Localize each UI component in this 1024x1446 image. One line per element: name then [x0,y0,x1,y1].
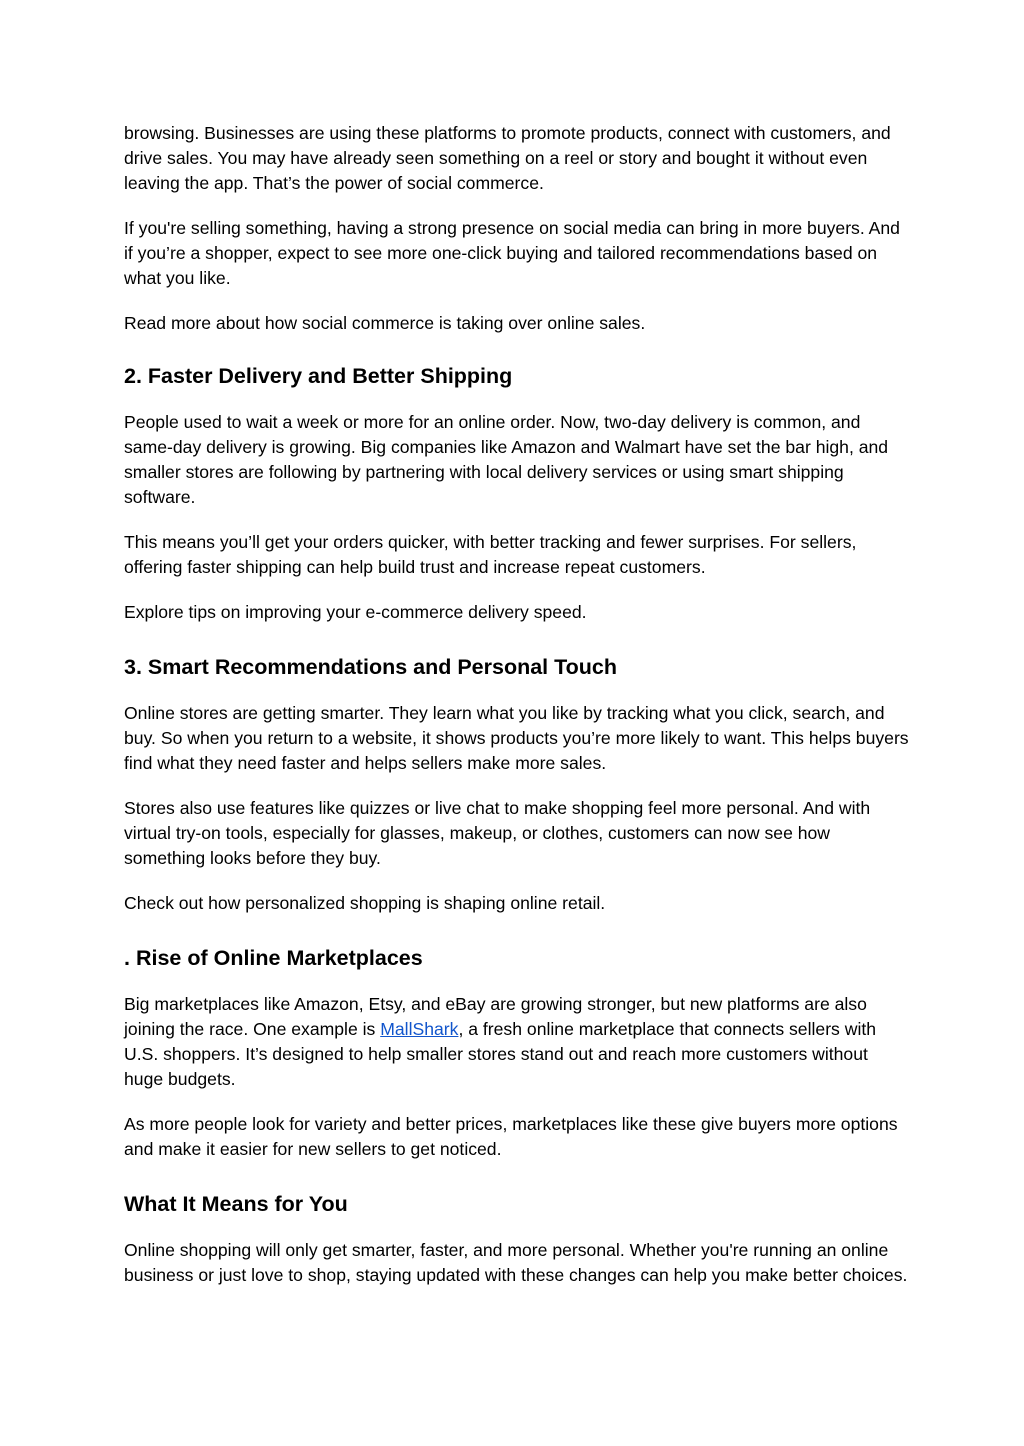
heading-smart-recommendations: 3. Smart Recommendations and Personal Touch [124,655,618,679]
paragraph-conclusion: Online shopping will only get smarter, faster, and more personal. Whether you're running an online business or just love to shop, staying updated with these changes can help you make better choices. [124,1240,908,1285]
document-page [124,121,909,1308]
paragraph-marketplaces-variety: As more people look for variety and better prices, marketplaces like these give buyers more options and make it easier for new sellers to get noticed. [124,1114,898,1159]
paragraph-delivery-speed: People used to wait a week or more for an online order. Now, two-day delivery is common, and same-day delivery is growing. Big companies like Amazon and Walmart have set the bar high, and smaller stores are following by partnering with local delivery services or using smart shipping software. [124,412,889,507]
paragraph-recommendations-check-out: Check out how personalized shopping is shaping online retail. [124,893,606,913]
paragraph-delivery-explore: Explore tips on improving your e-commerce delivery speed. [124,602,587,622]
paragraph-text-before-link: Big marketplaces like Amazon, Etsy, and eBay are growing stronger, but new platforms are also joining the race. One example is [124,994,867,1039]
heading-what-it-means: What It Means for You [124,1192,348,1216]
paragraph-social-commerce-read-more: Read more about how social commerce is taking over online sales. [124,313,646,333]
paragraph-recommendations-personal: Stores also use features like quizzes or live chat to make shopping feel more personal. And with virtual try-on tools, especially for glasses, makeup, or clothes, customers can now see how something looks before they buy. [124,798,871,868]
mallshark-link[interactable]: MallShark [380,1019,459,1039]
paragraph-social-commerce-presence: If you're selling something, having a strong presence on social media can bring in more buyers. And if you’re a shopper, expect to see more one-click buying and tailored recommendations based on what you like. [124,218,900,288]
paragraph-delivery-benefits: This means you’ll get your orders quicker, with better tracking and fewer surprises. For sellers, offering faster shipping can help build trust and increase repeat customers. [124,532,857,577]
paragraph-text-after-link: , a fresh online marketplace that connects sellers with U.S. shoppers. It’s designed to help smaller stores stand out and reach more customers without huge budgets. [124,1019,877,1089]
paragraph-social-commerce-intro: browsing. Businesses are using these platforms to promote products, connect with customers, and drive sales. You may have already seen something on a reel or story and bought it without even leaving the app. That’s the power of social commerce. [124,123,891,193]
paragraph-recommendations-tracking: Online stores are getting smarter. They learn what you like by tracking what you click, search, and buy. So when you return to a website, it shows products you’re more likely to want. This helps buyers find what they need faster and helps sellers make more sales. [124,703,909,773]
paragraph-marketplaces-mallshark [124,992,909,1092]
heading-faster-delivery: 2. Faster Delivery and Better Shipping [124,364,513,388]
heading-online-marketplaces: . Rise of Online Marketplaces [124,946,423,970]
